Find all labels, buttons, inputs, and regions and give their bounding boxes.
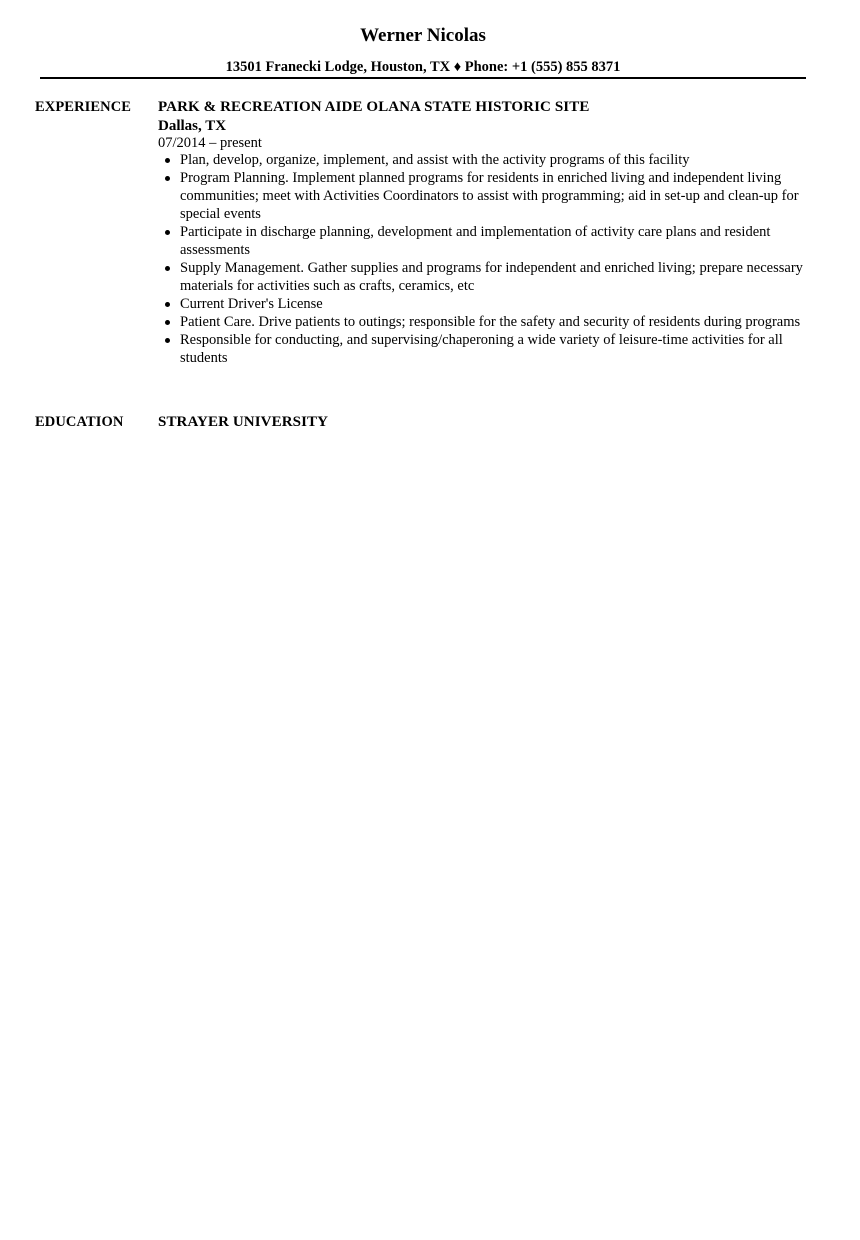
job-duties-list xyxy=(158,151,808,367)
duty-text: Responsible for conducting, and supervising/chaperoning a wide variety of leisure-time activities for all students xyxy=(180,332,783,366)
duty-text: Supply Management. Gather supplies and programs for independent and enriched living; prepare necessary materials for activities such as crafts, ceramics, etc xyxy=(180,260,803,294)
list-item xyxy=(158,169,808,223)
header-divider xyxy=(40,77,806,79)
bullet-icon xyxy=(165,230,170,235)
experience-section-label: EXPERIENCE xyxy=(35,99,132,115)
contact-line: 13501 Franecki Lodge, Houston, TX ♦ Phone: +1 (555) 855 8371 xyxy=(225,59,621,75)
job-dates: 07/2014 – present xyxy=(158,135,262,151)
duty-text: Program Planning. Implement planned programs for residents in enriched living and independent living communities; meet with Activities Coordinators to assist with programming; aid in set-up and clean-up for special events xyxy=(180,170,799,222)
bullet-icon xyxy=(165,266,170,271)
bullet-icon xyxy=(165,338,170,343)
duty-text: Patient Care. Drive patients to outings; responsible for the safety and security of residents during programs xyxy=(180,314,801,330)
bullet-icon xyxy=(165,176,170,181)
school-name: STRAYER UNIVERSITY xyxy=(158,414,329,430)
bullet-icon xyxy=(165,302,170,307)
list-item xyxy=(158,151,808,169)
duty-text: Plan, develop, organize, implement, and assist with the activity programs of this facility xyxy=(180,152,690,168)
duty-text: Participate in discharge planning, development and implementation of activity care plans and resident assessments xyxy=(180,224,771,258)
list-item xyxy=(158,259,808,295)
candidate-name: Werner Nicolas xyxy=(360,25,486,46)
duty-text: Current Driver's License xyxy=(180,296,323,312)
list-item xyxy=(158,313,808,331)
bullet-icon xyxy=(165,158,170,163)
list-item xyxy=(158,331,808,367)
education-section xyxy=(158,413,808,432)
job-title: PARK & RECREATION AIDE OLANA STATE HISTORIC SITE xyxy=(158,99,590,115)
education-section-label: EDUCATION xyxy=(35,414,124,430)
list-item xyxy=(158,295,808,313)
list-item xyxy=(158,223,808,259)
experience-section xyxy=(158,98,808,367)
bullet-icon xyxy=(165,320,170,325)
job-location: Dallas, TX xyxy=(158,118,227,134)
